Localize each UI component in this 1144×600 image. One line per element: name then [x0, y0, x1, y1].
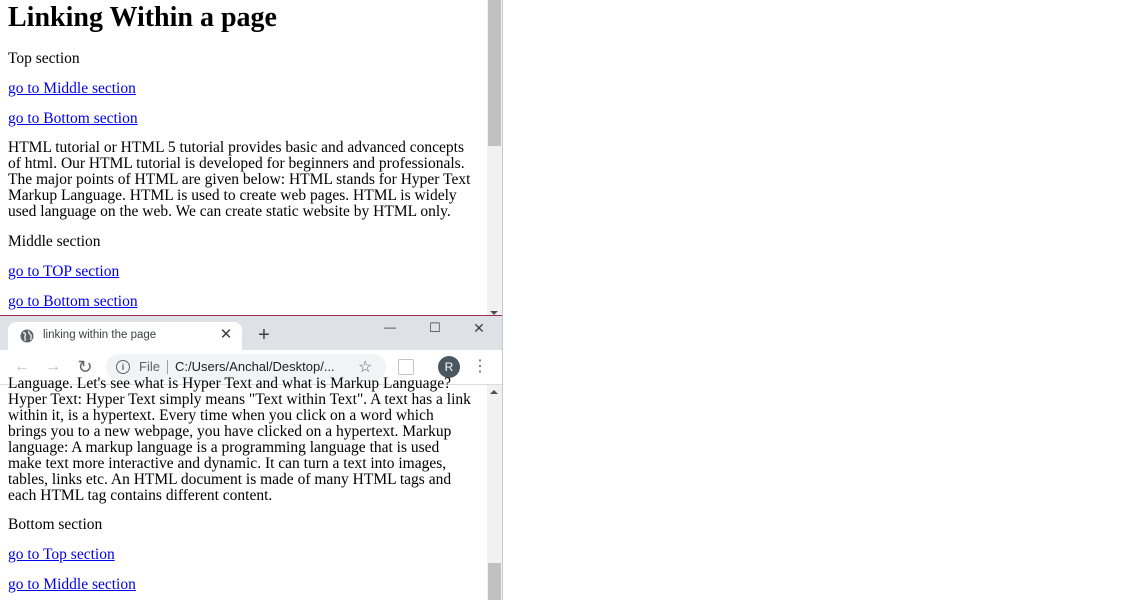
go-to-bottom-link[interactable]: go to Bottom section	[8, 110, 138, 127]
top-scrollbar[interactable]	[487, 0, 502, 316]
link-row-bottom-2	[8, 294, 480, 310]
extension-icon[interactable]	[398, 359, 414, 375]
paragraph-line: The major points of HTML are given below: HTML stands for Hyper Text	[8, 171, 471, 188]
go-to-middle-link-2[interactable]: go to Middle section	[8, 576, 136, 593]
arrow-left-icon[interactable]: ←	[14, 358, 30, 375]
paragraph-line: HTML tutorial or HTML 5 tutorial provides basic and advanced concepts	[8, 139, 464, 156]
link-row-top-2	[8, 547, 480, 563]
go-to-bottom-link-2[interactable]: go to Bottom section	[8, 293, 138, 310]
info-icon[interactable]: i	[116, 360, 130, 374]
arrow-right-icon[interactable]: →	[45, 358, 61, 375]
reload-icon[interactable]: ↻	[77, 357, 93, 377]
partial-line: Language. Let's see what is Hyper Text and what is Markup Language?	[8, 375, 452, 392]
link-row-middle-2	[8, 577, 480, 593]
bottom-page-viewport	[0, 375, 502, 600]
tab-strip	[0, 316, 502, 350]
minimize-button[interactable]: —	[384, 320, 396, 334]
top-section-label: Top section	[8, 50, 80, 67]
url-divider	[167, 360, 168, 374]
go-to-top-link[interactable]: go to TOP section	[8, 263, 120, 280]
paragraph-line: within it, is a hypertext. Every time when you click on a word which	[8, 407, 434, 424]
paragraph-line: make text more interactive and dynamic. It can turn a text into images,	[8, 455, 447, 472]
new-tab-button[interactable]: +	[258, 324, 270, 346]
paragraph-line: language: A markup language is a programming language that is used	[8, 439, 440, 456]
paragraph-line: Hyper Text: Hyper Text simply means "Text within Text". A text has a link	[8, 391, 471, 408]
avatar[interactable]: R	[438, 356, 460, 378]
tab-title: linking within the page	[43, 329, 157, 341]
page-heading: Linking Within a page	[8, 2, 277, 33]
paragraph-line: each HTML tag contains different content.	[8, 487, 273, 504]
paragraph-line: tables, links etc. An HTML document is made of many HTML tags and	[8, 471, 452, 488]
url-text[interactable]: C:/Users/Anchal/Desktop/...	[175, 359, 335, 374]
globe-icon	[20, 329, 34, 343]
paragraph-line: of html. Our HTML tutorial is developed for beginners and professionals.	[8, 155, 465, 172]
link-row-top	[8, 264, 480, 280]
paragraph-line: used language on the web. We can create static website by HTML only.	[8, 203, 451, 220]
tab-linking-within-page[interactable]	[8, 322, 242, 350]
maximize-button[interactable]: ☐	[429, 320, 441, 335]
top-page-content	[8, 0, 480, 310]
bottom-scrollbar-thumb[interactable]	[488, 563, 501, 600]
link-row-middle	[8, 81, 480, 97]
close-window-button[interactable]: ✕	[473, 320, 485, 336]
bottom-browser-window	[0, 316, 503, 600]
close-icon[interactable]: ✕	[219, 326, 233, 343]
middle-section-label: Middle section	[8, 233, 101, 250]
bottom-section-label: Bottom section	[8, 516, 103, 533]
link-row-bottom	[8, 111, 480, 127]
go-to-top-link-2[interactable]: go to Top section	[8, 546, 115, 563]
scroll-up-arrow-icon[interactable]	[490, 390, 498, 394]
paragraph-line: Markup Language. HTML is used to create web pages. HTML is widely	[8, 187, 457, 204]
star-icon[interactable]: ☆	[358, 359, 373, 376]
paragraph-line: brings you to a new webpage, you have clicked on a hypertext. Markup	[8, 423, 452, 440]
kebab-menu-icon[interactable]: ⋮	[472, 358, 488, 375]
bottom-scrollbar[interactable]	[487, 385, 502, 600]
top-browser-viewport	[0, 0, 503, 316]
intro-paragraph	[8, 140, 480, 220]
hypertext-paragraph	[8, 392, 480, 504]
go-to-middle-link[interactable]: go to Middle section	[8, 80, 136, 97]
url-scheme-label: File	[139, 359, 160, 374]
top-scrollbar-thumb[interactable]	[488, 0, 501, 146]
